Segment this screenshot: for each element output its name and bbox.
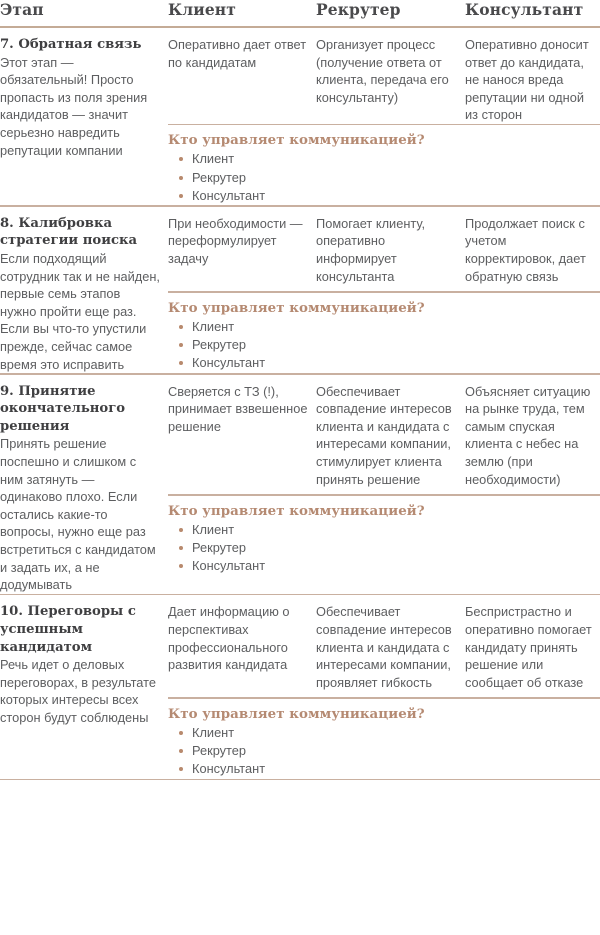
column-header-consultant: Консультант <box>465 0 584 19</box>
bullet-dot-icon <box>179 731 183 735</box>
list-item <box>168 150 600 168</box>
recruiter-cell <box>316 215 465 285</box>
list-item-label: Консультант <box>192 188 266 204</box>
role-bullet-list <box>168 318 600 373</box>
list-item-label: Рекрутер <box>192 169 247 185</box>
list-item <box>168 336 600 354</box>
list-item <box>168 354 600 372</box>
client-text: Оперативно дает ответ по кандидатам <box>168 37 307 70</box>
list-item <box>168 521 600 539</box>
stage-title: 9. Принятие окончательного решения <box>0 383 126 434</box>
role-bullet-list <box>168 724 600 779</box>
consultant-cell <box>465 383 600 489</box>
bullet-dot-icon <box>179 176 183 180</box>
table-row <box>0 28 600 207</box>
bullet-dot-icon <box>179 361 183 365</box>
client-text: Дает информацию о перспективах профессионального развития кандидата <box>168 604 290 673</box>
stage-cell <box>0 375 168 594</box>
bullet-dot-icon <box>179 157 183 161</box>
stage-description: Этот этап — обязательный! Просто пропасть из поля зрения кандидатов — значит серьезно навредить репутации компании <box>0 54 148 158</box>
bullet-dot-icon <box>179 343 183 347</box>
subblock-title: Кто управляет коммуникацией? <box>168 132 425 149</box>
consultant-cell <box>465 215 600 285</box>
stage-cell <box>0 595 168 726</box>
bullet-dot-icon <box>179 767 183 771</box>
role-bullet-list <box>168 150 600 205</box>
list-item-label: Консультант <box>192 558 266 574</box>
consultant-text: Продолжает поиск с учетом корректировок, дает обратную связь <box>465 215 586 284</box>
subblock-title: Кто управляет коммуникацией? <box>168 502 425 519</box>
client-cell <box>168 36 316 71</box>
list-item-label: Клиент <box>192 724 235 740</box>
consultant-text: Оперативно доносит ответ до кандидата, не нанося вреда репутации ни одной из сторон <box>465 37 589 123</box>
recruiter-text: Организует процесс (получение ответа от клиента, передача его консультанту) <box>316 37 449 105</box>
recruiter-text: Обеспечивает совпадение интересов клиента и кандидата с интересами компании, стимулирует клиента принять решение <box>316 383 452 487</box>
column-header-recruiter: Рекрутер <box>316 0 401 19</box>
list-item <box>168 187 600 205</box>
list-item-label: Консультант <box>192 355 266 371</box>
recruiter-cell <box>316 603 465 691</box>
list-item-label: Клиент <box>192 521 235 537</box>
stage-description: Если подходящий сотрудник так и не найден, первые семь этапов нужно пройти еще раз. Если вы что-то упустили прежде, сейчас самое время это исправить <box>0 251 160 372</box>
client-text: При необходимости — переформулирует задачу <box>168 215 303 267</box>
bullet-dot-icon <box>179 528 183 532</box>
table-header-row <box>0 0 600 23</box>
client-text: Сверяется с ТЗ (!), принимает взвешенное решение <box>168 383 308 434</box>
bullet-dot-icon <box>179 564 183 568</box>
stage-title: 8. Калибровка стратегии поиска <box>0 215 138 249</box>
communication-subblock <box>168 293 600 373</box>
consultant-cell <box>465 603 600 691</box>
stage-description: Речь идет о деловых переговорах, в результате которых интересы всех сторон будут соблюдены <box>0 657 156 725</box>
list-item <box>168 169 600 187</box>
list-item-label: Рекрутер <box>192 540 247 556</box>
list-item <box>168 318 600 336</box>
list-item <box>168 557 600 575</box>
table-row <box>0 207 600 375</box>
list-item <box>168 760 600 778</box>
role-bullet-list <box>168 521 600 576</box>
consultant-cell <box>465 36 600 124</box>
subblock-title: Кто управляет коммуникацией? <box>168 299 425 316</box>
stage-title: 7. Обратная связь <box>0 37 142 52</box>
column-header-client: Клиент <box>168 0 236 19</box>
communication-subblock <box>168 699 600 779</box>
list-item-label: Рекрутер <box>192 337 247 353</box>
subblock-title: Кто управляет коммуникацией? <box>168 705 425 722</box>
table-row <box>0 595 600 780</box>
client-cell <box>168 383 316 436</box>
recruiter-cell <box>316 383 465 489</box>
stage-title: 10. Переговоры с успешным кандидатом <box>0 604 136 655</box>
list-item-label: Консультант <box>192 761 266 777</box>
client-cell <box>168 215 316 268</box>
list-item-label: Рекрутер <box>192 743 247 759</box>
stage-cell <box>0 28 168 159</box>
stage-cell <box>0 207 168 373</box>
column-header-stage: Этап <box>0 0 44 19</box>
consultant-text: Объясняет ситуацию на рынке труда, тем самым спуская клиента с небес на землю (при необходимости) <box>465 383 591 487</box>
bullet-dot-icon <box>179 194 183 198</box>
list-item <box>168 742 600 760</box>
bullet-dot-icon <box>179 546 183 550</box>
communication-subblock <box>168 125 600 205</box>
recruiter-cell <box>316 36 465 106</box>
list-item <box>168 539 600 557</box>
client-cell <box>168 603 316 673</box>
table-bottom-divider <box>0 779 600 781</box>
bullet-dot-icon <box>179 325 183 329</box>
list-item-label: Клиент <box>192 151 235 167</box>
communication-subblock <box>168 496 600 576</box>
recruiter-text: Помогает клиенту, оперативно информирует консультанта <box>316 215 426 284</box>
consultant-text: Беспристрастно и оперативно помогает кандидату принять решение или сообщает об отказе <box>465 604 592 690</box>
list-item-label: Клиент <box>192 318 235 334</box>
list-item <box>168 724 600 742</box>
bullet-dot-icon <box>179 749 183 753</box>
recruiter-text: Обеспечивает совпадение интересов клиента и кандидата с интересами компании, проявляет гибкость <box>316 604 452 690</box>
table-row <box>0 375 600 596</box>
stage-description: Принять решение поспешно и слишком с ним затянуть — одинаково плохо. Если остались какие-то вопросы, нужно еще раз встретиться с кандидатом и задать их, а не додумывать <box>0 436 156 593</box>
